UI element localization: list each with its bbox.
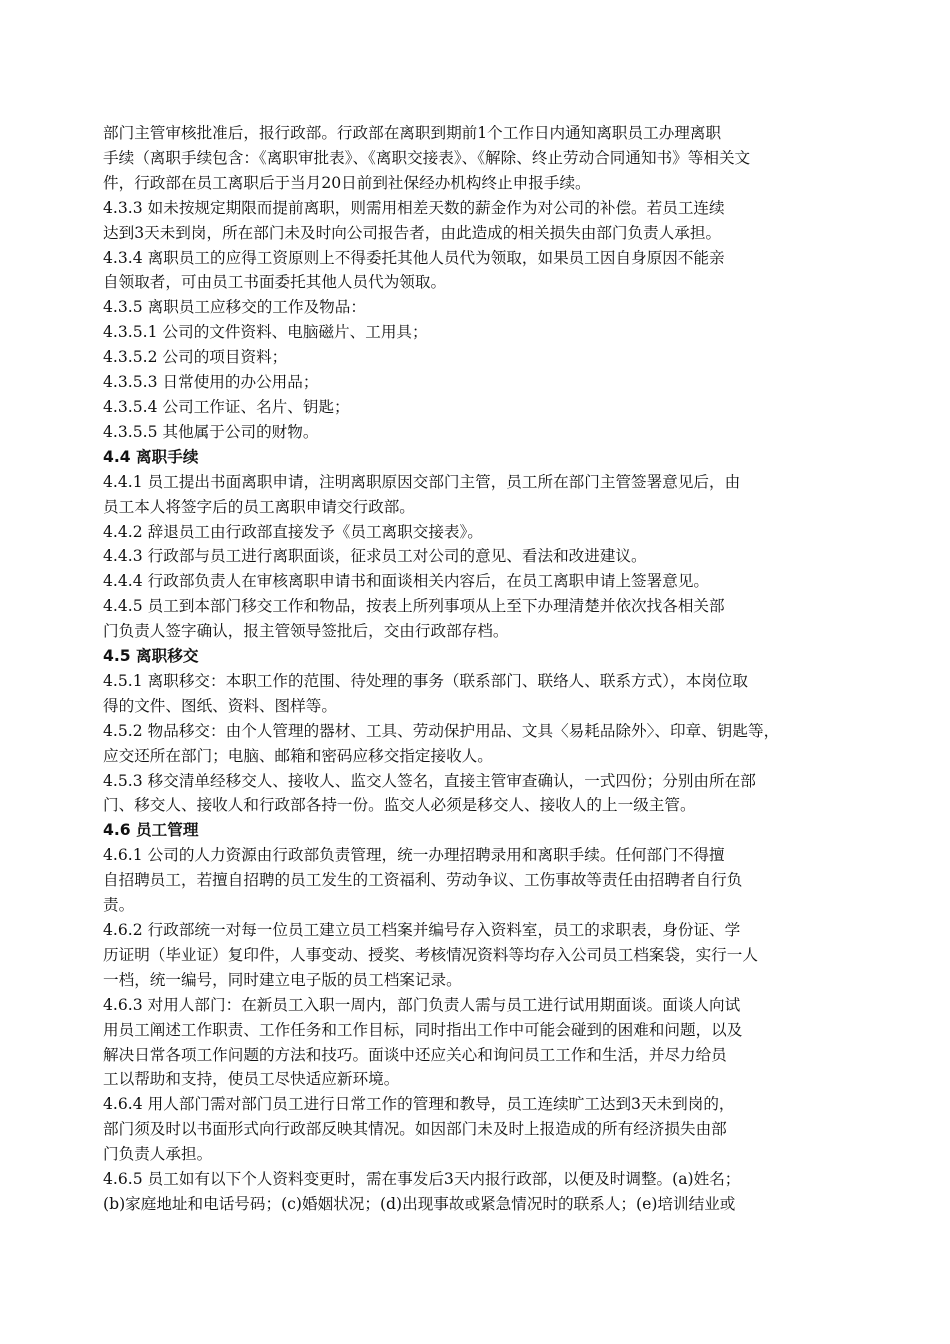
- text-line: 4.3.5.1 公司的文件资料、电脑磁片、工用具；: [103, 323, 428, 342]
- text-line: 4.6.5 员工如有以下个人资料变更时，需在事发后3天内报行政部，以便及时调整。(a)姓名；: [103, 1170, 741, 1189]
- text-line: 部门主管审核批准后，报行政部。行政部在离职到期前1个工作日内通知离职员工办理离职: [103, 124, 722, 142]
- text-line: 用员工阐述工作职责、工作任务和工作目标，同时指出工作中可能会碰到的困难和问题，以及: [103, 1020, 743, 1039]
- text-line: 4.6.3 对用人部门：在新员工入职一周内，部门负责人需与员工进行试用期面谈。面谈人向试: [103, 995, 741, 1014]
- text-line: 4.4.2 辞退员工由行政部直接发予《员工离职交接表》。: [103, 522, 483, 541]
- text-line: 4.4.1 员工提出书面离职申请，注明离职原因交部门主管，员工所在部门主管签署意见后，由: [103, 472, 741, 491]
- text-line: 一档，统一编号，同时建立电子版的员工档案记录。: [103, 970, 462, 989]
- text-line: 自招聘员工，若擅自招聘的员工发生的工资福利、劳动争议、工伤事故等责任由招聘者自行负: [103, 871, 743, 890]
- text-line: 4.5.1 离职移交：本职工作的范围、待处理的事务（联系部门、联络人、联系方式），本岗位取: [103, 671, 748, 690]
- text-line: 工以帮助和支持，使员工尽快适应新环境。: [103, 1070, 400, 1089]
- text-line: 4.4.3 行政部与员工进行离职面谈，征求员工对公司的意见、看法和改进建议。: [103, 547, 647, 566]
- text-line: 解决日常各项工作问题的方法和技巧。面谈中还应关心和询问员工工作和生活，并尽力给员: [103, 1045, 727, 1064]
- text-line: 4.4.5 员工到本部门移交工作和物品，按表上所列事项从上至下办理清楚并依次找各相关部: [103, 597, 725, 616]
- text-line: 4.3.4 离职员工的应得工资原则上不得委托其他人员代为领取，如果员工因自身原因不能亲: [103, 248, 725, 267]
- text-line: 应交还所在部门；电脑、邮箱和密码应移交指定接收人。: [103, 746, 493, 765]
- section-heading: 4.4 离职手续: [103, 447, 199, 466]
- text-line: 责。: [103, 896, 135, 915]
- text-line: (b)家庭地址和电话号码；(c)婚姻状况；(d)出现事故或紧急情况时的联系人；(e)培训结业或: [103, 1194, 736, 1213]
- text-line: 件，行政部在员工离职后于当月20日前到社保经办机构终止申报手续。: [103, 173, 591, 192]
- text-line: 4.3.3 如未按规定期限而提前离职，则需用相差天数的薪金作为对公司的补偿。若员工连续: [103, 198, 725, 217]
- text-line: 得的文件、图纸、资料、图样等。: [103, 696, 337, 715]
- section-heading: 4.5 离职移交: [103, 647, 199, 666]
- text-line: 4.3.5.5 其他属于公司的财物。: [103, 422, 319, 441]
- text-line: 4.3.5.2 公司的项目资料；: [103, 348, 288, 367]
- section-heading: 4.6 员工管理: [103, 821, 199, 840]
- text-line: 达到3天未到岗，所在部门未及时向公司报告者，由此造成的相关损失由部门负责人承担。: [103, 223, 722, 242]
- text-line: 4.6.4 用人部门需对部门员工进行日常工作的管理和教导，员工连续旷工达到3天未到岗的，: [103, 1095, 735, 1114]
- text-line: 4.4.4 行政部负责人在审核离职申请书和面谈相关内容后，在员工离职申请上签署意见。: [103, 572, 710, 591]
- text-line: 4.3.5.3 日常使用的办公用品；: [103, 373, 319, 392]
- text-line: 4.3.5 离职员工应移交的工作及物品：: [103, 298, 366, 317]
- document-page: [103, 121, 863, 1217]
- text-line: 部门须及时以书面形式向行政部反映其情况。如因部门未及时上报造成的所有经济损失由部: [103, 1120, 727, 1139]
- text-line: 4.6.1 公司的人力资源由行政部负责管理，统一办理招聘录用和离职手续。任何部门不得擅: [103, 846, 725, 865]
- text-line: 门、移交人、接收人和行政部各持一份。监交人必须是移交人、接收人的上一级主管。: [103, 796, 696, 815]
- text-line: 门负责人承担。: [103, 1145, 213, 1164]
- text-line: 手续（离职手续包含：《离职审批表》、《离职交接表》、《解除、终止劳动合同通知书》等相关文: [103, 148, 751, 167]
- text-line: 4.5.2 物品移交：由个人管理的器材、工具、劳动保护用品、文具〈易耗品除外〉、印章、钥匙等，: [103, 721, 780, 740]
- text-line: 4.6.2 行政部统一对每一位员工建立员工档案并编号存入资料室，员工的求职表，身份证、学: [103, 921, 741, 939]
- text-line: 历证明（毕业证）复印件，人事变动、授奖、考核情况资料等均存入公司员工档案袋，实行一人: [103, 945, 758, 964]
- text-line: 自领取者，可由员工书面委托其他人员代为领取。: [103, 273, 447, 292]
- text-line: 员工本人将签字后的员工离职申请交行政部。: [103, 497, 415, 516]
- text-line: 门负责人签字确认，报主管领导签批后，交由行政部存档。: [103, 622, 509, 641]
- text-line: 4.5.3 移交清单经移交人、接收人、监交人签名，直接主管审查确认，一式四份；分别由所在部: [103, 771, 756, 790]
- text-line: 4.3.5.4 公司工作证、名片、钥匙；: [103, 397, 350, 416]
